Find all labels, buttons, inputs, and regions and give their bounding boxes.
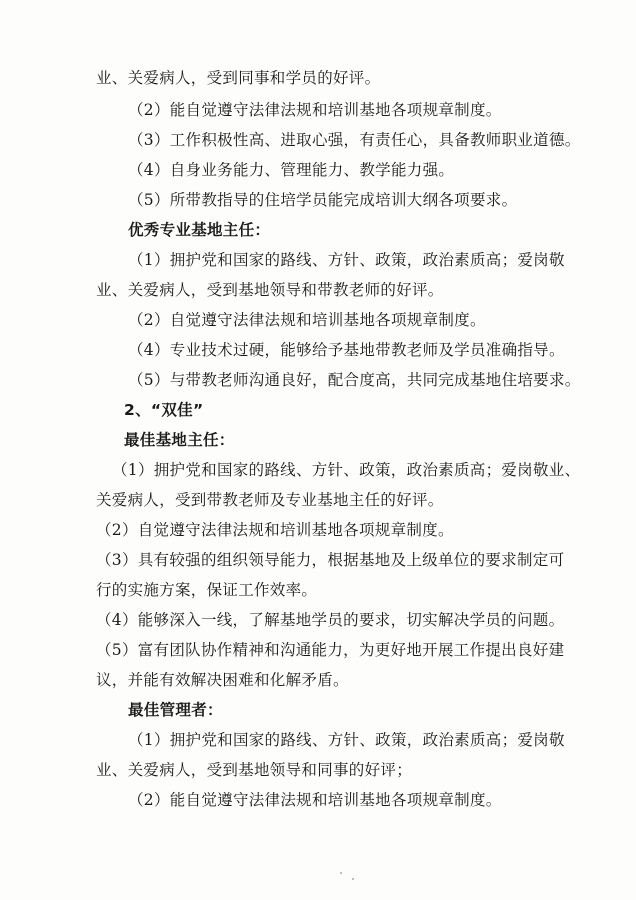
text-line: （2）自觉遵守法律法规和培训基地各项规章制度。 [128,311,486,329]
text-line: （3）工作积极性高、进取心强，有责任心，具备教师职业道德。 [128,131,581,149]
text-line: 关爱病人，受到带教老师及专业基地主任的好评。 [96,491,444,509]
text-line: （2）能自觉遵守法律法规和培训基地各项规章制度。 [128,791,502,809]
text-line: 行的实施方案，保证工作效率。 [96,581,318,599]
text-line: （5）与带教老师沟通良好，配合度高，共同完成基地住培要求。 [128,371,581,389]
text-line: 议，并能有效解决困难和化解矛盾。 [96,671,349,689]
text-line: （2）能自觉遵守法律法规和培训基地各项规章制度。 [128,101,502,119]
text-line: （1）拥护党和国家的路线、方针、政策，政治素质高；爱岗敬 [128,251,565,269]
scan-speck [352,878,354,880]
text-line: （5）所带教指导的住培学员能完成培训大纲各项要求。 [128,191,518,209]
text-line: （4）自身业务能力、管理能力、教学能力强。 [128,161,455,179]
text-line: （1）拥护党和国家的路线、方针、政策，政治素质高；爱岗敬业、 [112,461,581,479]
section-heading: 2、“双佳” [124,401,204,419]
text-line: （4）专业技术过硬，能够给予基地带教老师及学员准确指导。 [128,341,565,359]
text-line: 业、关爱病人，受到基地领导和带教老师的好评。 [96,281,444,299]
text-line: （4）能够深入一线，了解基地学员的要求，切实解决学员的问题。 [96,611,565,629]
section-heading: 最佳基地主任： [124,431,235,449]
text-line: （1）拥护党和国家的路线、方针、政策，政治素质高；爱岗敬 [128,731,565,749]
text-line: （3）具有较强的组织领导能力，根据基地及上级单位的要求制定可 [96,551,565,569]
text-line: 业、关爱病人，受到基地领导和同事的好评； [96,761,413,779]
text-line: （2）自觉遵守法律法规和培训基地各项规章制度。 [96,521,454,539]
section-heading: 最佳管理者： [128,701,223,719]
text-line: （5）富有团队协作精神和沟通能力，为更好地开展工作提出良好建 [96,641,565,659]
text-line: 业、关爱病人，受到同事和学员的好评。 [96,69,381,87]
section-heading: 优秀专业基地主任： [128,221,271,239]
scan-speck [340,872,342,874]
